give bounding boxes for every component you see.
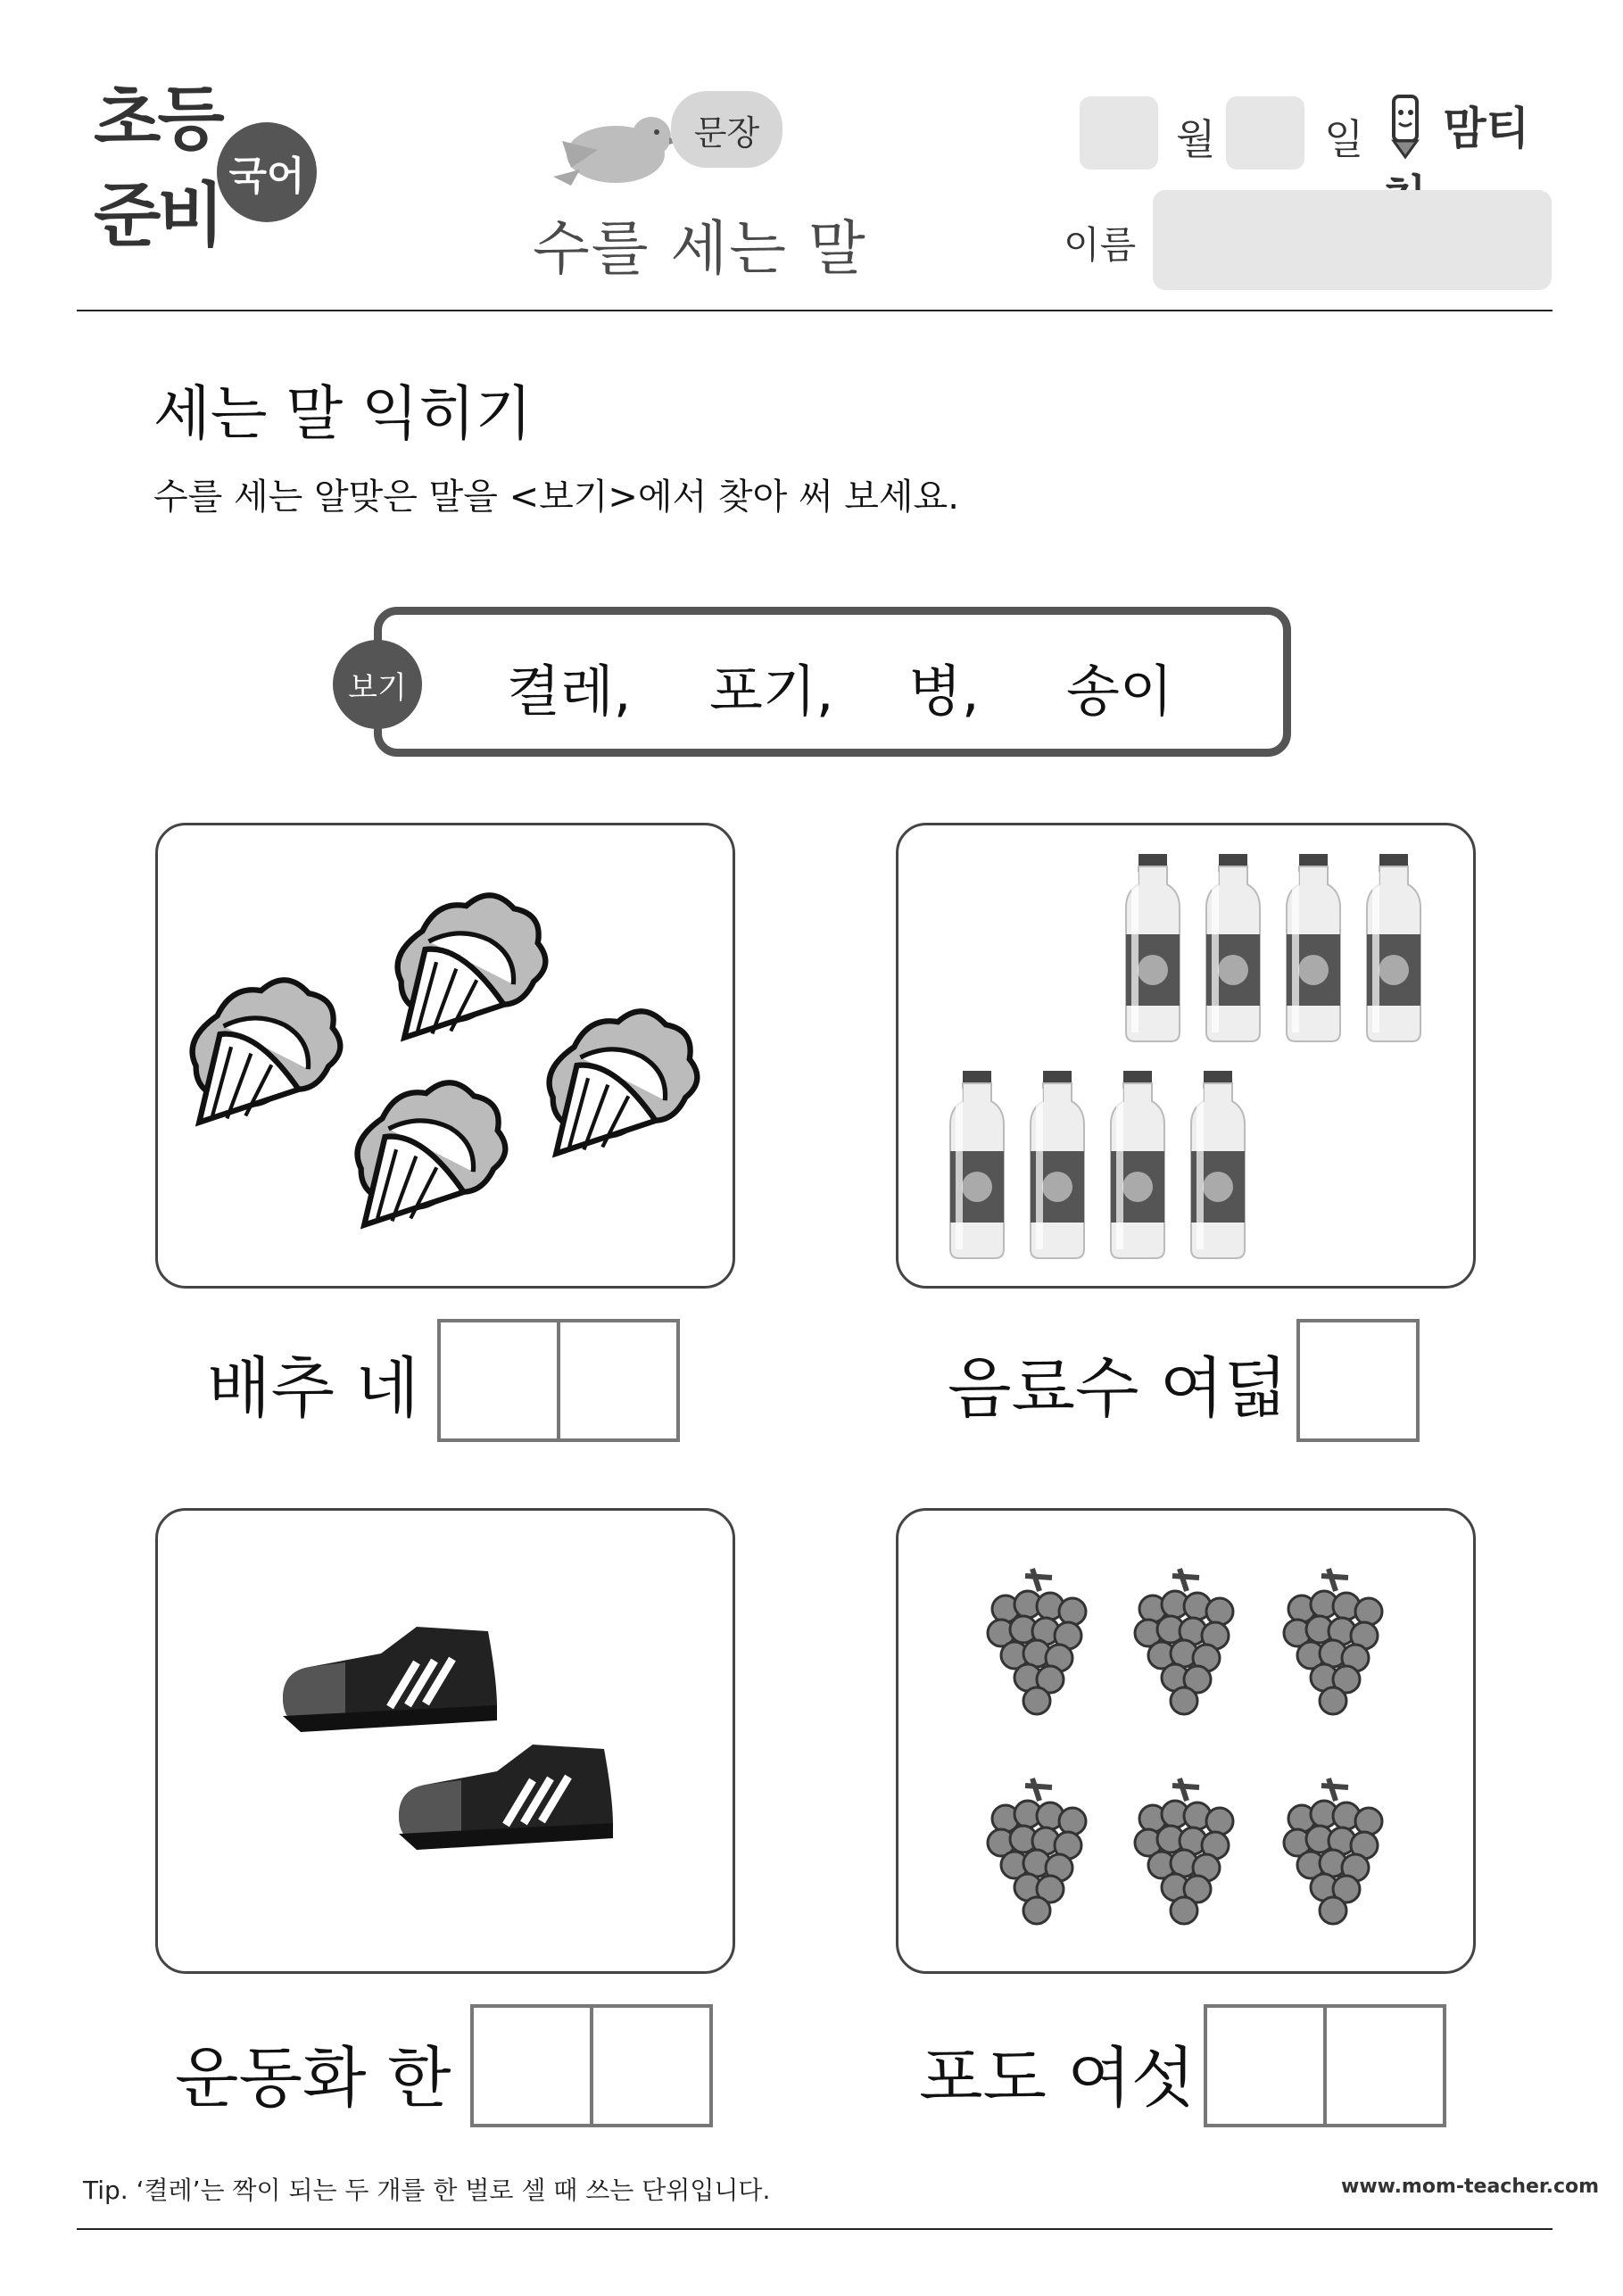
tip-text: Tip. ‘켤레’는 짝이 되는 두 개를 한 벌로 셀 때 쓰는 단위입니다. xyxy=(83,2176,771,2205)
cabbage-picture-card xyxy=(155,823,735,1289)
cabbage-illustration xyxy=(158,825,733,1286)
logo-line-2: 준비 xyxy=(94,176,221,256)
grape-icon xyxy=(988,1778,1086,1924)
cabbage-icon xyxy=(538,1005,705,1154)
cabbage-icon xyxy=(181,974,348,1123)
bottle-icon xyxy=(1126,854,1180,1041)
grape-icon xyxy=(988,1569,1086,1714)
category-pill: 문장 xyxy=(671,91,783,168)
bottle-icon xyxy=(950,1071,1004,1258)
question-label-grape: 포도 여섯 xyxy=(919,2040,1196,2117)
answer-box[interactable] xyxy=(590,2004,713,2127)
day-label: 일 xyxy=(1324,115,1364,163)
bottle-icon xyxy=(1111,1071,1164,1258)
grape-illustration xyxy=(898,1511,1473,1971)
pencil-mascot-icon xyxy=(1383,89,1428,161)
bottle-icon xyxy=(1287,854,1340,1041)
example-badge: 보기 xyxy=(333,640,422,729)
question-label-sneaker: 운동화 한 xyxy=(175,2040,451,2117)
cabbage-icon xyxy=(346,1076,513,1225)
question-label-bottle: 음료수 여덟 xyxy=(948,1350,1288,1427)
sneaker-icon xyxy=(283,1627,497,1732)
answer-box[interactable] xyxy=(1323,2004,1446,2127)
subject-badge: 국어 xyxy=(217,122,317,222)
grape-picture-card xyxy=(896,1508,1476,1974)
cabbage-icon xyxy=(386,889,553,1038)
logo-line-1: 초등 xyxy=(94,79,221,160)
sneaker-illustration xyxy=(158,1511,733,1971)
instruction-text: 수를 세는 알맞은 말을 <보기>에서 찾아 써 보세요. xyxy=(153,477,959,518)
name-input-box[interactable] xyxy=(1153,190,1552,290)
answer-box[interactable] xyxy=(1296,1319,1420,1442)
example-word: 포기, xyxy=(709,659,834,724)
bottle-icon xyxy=(1206,854,1260,1041)
name-label: 이름 xyxy=(1064,223,1137,267)
bottle-illustration xyxy=(898,825,1473,1286)
bottle-icon xyxy=(1367,854,1420,1041)
bottle-picture-card xyxy=(896,823,1476,1289)
sneaker-icon xyxy=(399,1745,613,1850)
bird-icon xyxy=(544,105,678,195)
answer-box[interactable] xyxy=(470,2004,593,2127)
day-input-box[interactable] xyxy=(1226,96,1304,170)
month-input-box[interactable] xyxy=(1080,96,1158,170)
example-word: 송이 xyxy=(1066,659,1173,724)
bottle-icon xyxy=(1031,1071,1084,1258)
grape-icon xyxy=(1135,1778,1233,1924)
sneaker-picture-card xyxy=(155,1508,735,1974)
grape-icon xyxy=(1284,1778,1382,1924)
example-word: 병, xyxy=(908,659,980,724)
grape-icon xyxy=(1135,1569,1233,1714)
example-word: 켤레, xyxy=(507,659,632,724)
header-divider xyxy=(77,310,1553,311)
footer-divider xyxy=(77,2228,1553,2230)
grape-icon xyxy=(1284,1569,1382,1714)
section-title: 세는 말 익히기 xyxy=(153,379,533,448)
answer-box[interactable] xyxy=(1204,2004,1327,2127)
worksheet-subtitle: 수를 세는 말 xyxy=(533,214,867,283)
month-label: 월 xyxy=(1176,115,1216,163)
brand-logo xyxy=(1383,89,1561,161)
website-link[interactable]: www.mom-teacher.com xyxy=(1341,2176,1600,2198)
brand-name: 맘티 xyxy=(1443,103,1530,154)
bottle-icon xyxy=(1191,1071,1245,1258)
question-label-cabbage: 배추 네 xyxy=(207,1350,419,1427)
answer-box[interactable] xyxy=(557,1319,680,1442)
answer-box[interactable] xyxy=(437,1319,560,1442)
